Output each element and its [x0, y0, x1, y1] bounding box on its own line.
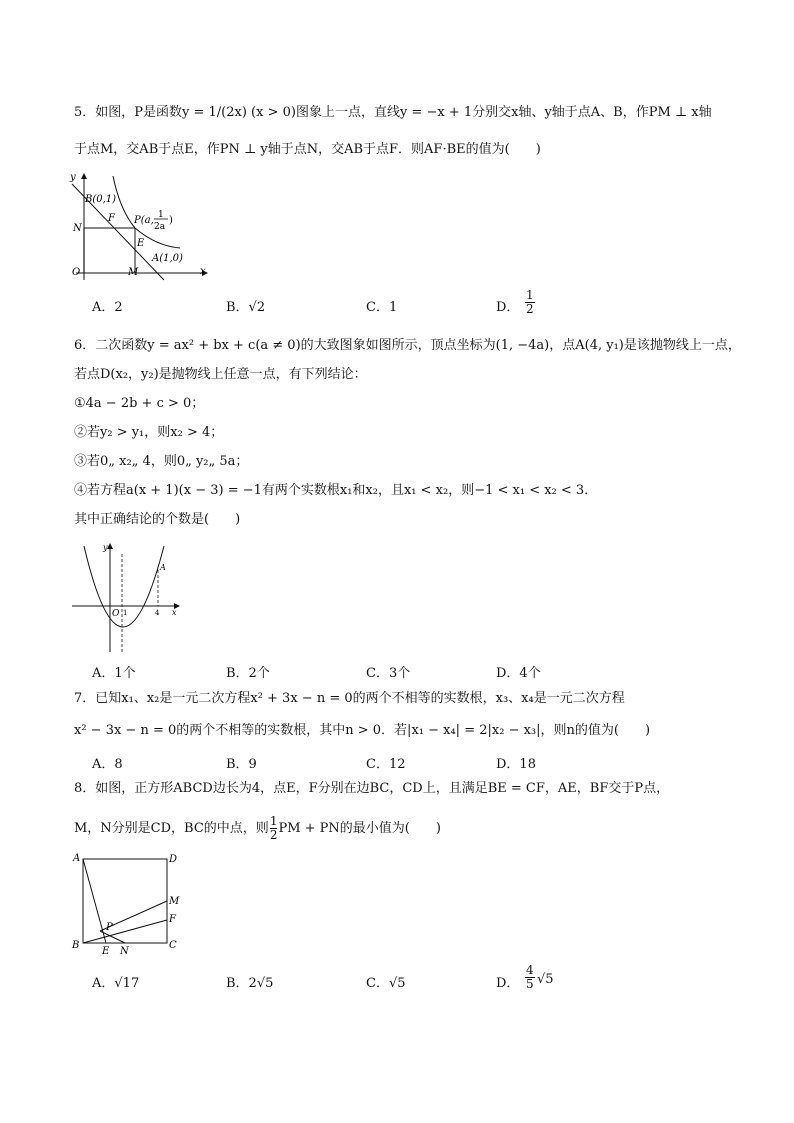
q6-option-c: C．3个	[366, 666, 411, 681]
q5-label-paren: )	[169, 215, 173, 226]
q6-option-d: D．4个	[496, 666, 541, 681]
q5-label-a: A(1,0)	[152, 253, 183, 264]
q5-label-b: B(0,1)	[85, 194, 117, 205]
q8-option-b: B．2√5	[226, 976, 274, 991]
q8-label-p: P	[106, 922, 113, 933]
q7-line1: 7．已知x₁、x₂是一元二次方程x² + 3x − n = 0的两个不相等的实数根，x₃、x₄是一元二次方程	[74, 691, 625, 706]
q8-option-d: D．	[496, 976, 520, 991]
q8-label-d: D	[169, 854, 178, 865]
q5-label-y: y	[70, 172, 76, 183]
q8-line2-fraction	[270, 815, 278, 842]
q8-label-c: C	[169, 940, 177, 951]
q8-label-f: F	[169, 914, 176, 925]
q8-option-c: C．√5	[366, 976, 406, 991]
q5-label-m: M	[128, 267, 139, 278]
q6-conclusion-1: ①4a − 2b + c > 0；	[74, 396, 205, 411]
q8-option-d-rest: √5	[537, 972, 554, 987]
q6-label-four: 4	[155, 609, 160, 617]
q8-frac-den: 2	[269, 828, 278, 842]
q5-label-frac-den: 2a	[154, 222, 166, 232]
q6-line1: 6．二次函数y = ax² + bx + c(a ≠ 0)的大致图象如图所示，顶点坐标为(1, −4a)，点A(4, y₁)是该抛物线上一点，	[74, 338, 741, 353]
q8-option-d-den: 5	[526, 977, 534, 991]
q6-label-one: 1	[123, 609, 128, 617]
q6-question: 其中正确结论的个数是( )	[74, 512, 241, 527]
q8-label-m: M	[169, 896, 180, 907]
q5-option-d-den: 2	[526, 302, 534, 316]
q7-line2: x² − 3x − n = 0的两个不相等的实数根，其中n > 0．若|x₁ − x₄| = 2|x₂ − x₃|，则n的值为( )	[74, 723, 651, 738]
q7-option-d: D．18	[496, 757, 536, 772]
q8-label-b: B	[72, 940, 80, 951]
q8-line2-pre: M，N分别是CD，BC的中点，则	[74, 821, 269, 836]
q5-option-d-fraction	[525, 289, 535, 316]
q8-label-a: A	[73, 853, 81, 864]
q6-option-a: A．1个	[92, 666, 136, 681]
q5-option-a: A．2	[92, 300, 123, 315]
q6-conclusion-2: ②若y₂ > y₁，则x₂ > 4；	[74, 425, 224, 440]
q6-figure	[70, 540, 182, 654]
q8-option-d-fraction	[525, 964, 535, 991]
q5-label-o: O	[72, 267, 81, 278]
q6-label-x: x	[172, 608, 177, 617]
q8-label-n: N	[120, 946, 129, 957]
q8-line1: 8．如图，正方形ABCD边长为4，点E，F分别在边BC，CD上，且满足BE = CF，AE，BF交于P点，	[74, 781, 670, 796]
q5-label-x: x	[200, 266, 206, 277]
q6-label-y: y	[103, 543, 108, 552]
q6-conclusion-3: ③若0„ x₂„ 4，则0„ y₂„ 5a；	[74, 454, 249, 469]
q5-label-f: F	[108, 213, 115, 224]
q8-option-a: A．√17	[92, 976, 140, 991]
q8-line2-post: PM + PN的最小值为( )	[278, 821, 441, 836]
q8-line2	[74, 815, 441, 842]
q6-conclusion-4: ④若方程a(x + 1)(x − 3) = −1有两个实数根x₁和x₂，且x₁ < x₂，则−1 < x₁ < x₂ < 3．	[74, 483, 598, 498]
q5-label-n: N	[73, 223, 82, 234]
q8-figure	[68, 848, 186, 960]
q7-option-a: A．8	[92, 757, 123, 772]
q5-option-c: C．1	[366, 300, 398, 315]
q6-label-a: A	[160, 563, 166, 572]
q5-label-frac-num: 1	[158, 210, 164, 220]
q7-option-c: C．12	[366, 757, 406, 772]
q8-frac-num: 1	[269, 814, 278, 828]
q5-label-e: E	[137, 238, 145, 249]
q5-option-d: D．	[496, 300, 520, 315]
q5-option-b: B．√2	[226, 300, 266, 315]
q6-line2: 若点D(x₂，y₂)是抛物线上任意一点，有下列结论：	[74, 367, 367, 382]
q5-line2: 于点M，交AB于点E，作PN ⊥ y轴于点N，交AB于点F．则AF·BE的值为( )	[74, 142, 541, 157]
q5-figure	[68, 170, 218, 282]
q5-option-d-num: 1	[526, 288, 534, 302]
q6-label-o: O	[112, 609, 120, 619]
q6-option-b: B．2个	[226, 666, 270, 681]
q8-option-d-num: 4	[526, 963, 534, 977]
q8-label-e: E	[102, 946, 110, 957]
q7-option-b: B．9	[226, 757, 257, 772]
q5-line1: 5．如图，P是函数y = 1/(2x) (x > 0)图象上一点，直线y = −x + 1分别交x轴、y轴于点A、B，作PM ⊥ x轴	[74, 105, 712, 120]
q5-label-p: P(a,	[134, 215, 154, 226]
